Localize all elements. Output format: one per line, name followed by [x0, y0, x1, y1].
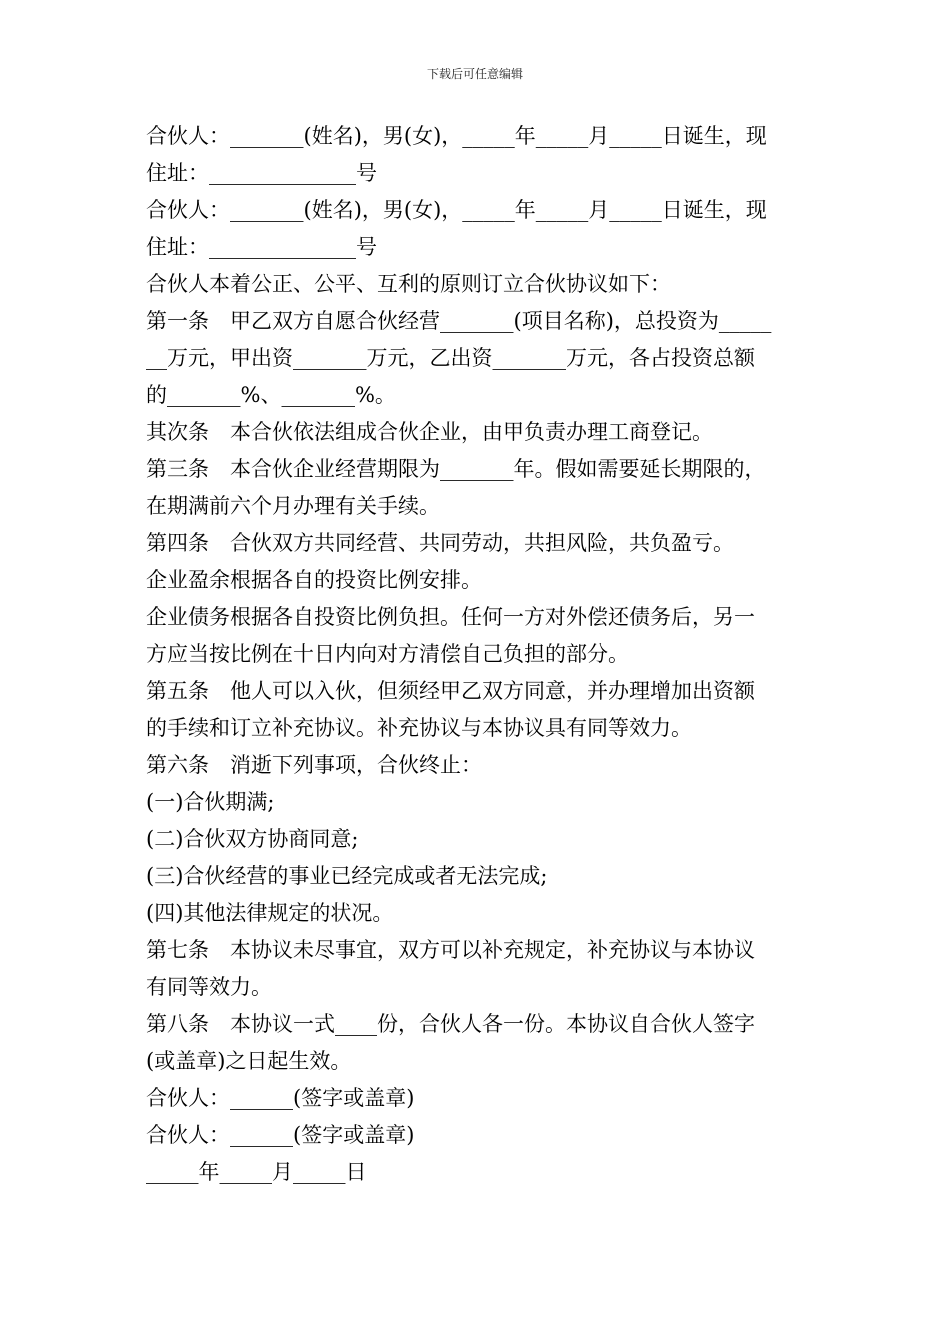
profit-distribution: 企业盈余根据各自的投资比例安排。 [146, 568, 482, 592]
signature-date: _____年_____月_____日 [146, 1160, 367, 1184]
partner-2-line: 合伙人：_______(姓名)，男(女)，_____年_____月_____日诞生，现 [146, 198, 767, 222]
partner-2-address: 住址：______________号 [146, 235, 377, 259]
article-2: 其次条 本合伙依法组成合伙企业，由甲负责办理工商登记。 [146, 420, 713, 444]
debt-line-2: 方应当按比例在十日内向对方清偿自己负担的部分。 [146, 642, 629, 666]
article-7-line-2: 有同等效力。 [146, 975, 272, 999]
article-4: 第四条 合伙双方共同经营、共同劳动，共担风险，共负盈亏。 [146, 531, 734, 555]
signature-partner-1: 合伙人：______(签字或盖章) [146, 1086, 415, 1110]
article-8-line-1: 第八条 本协议一式____份，合伙人各一份。本协议自合伙人签字 [146, 1012, 755, 1036]
article-6: 第六条 消逝下列事项，合伙终止： [146, 753, 482, 777]
termination-item-2: (二)合伙双方协商同意; [146, 827, 359, 851]
termination-item-3: (三)合伙经营的事业已经完成或者无法完成; [146, 864, 548, 888]
article-8-line-2: (或盖章)之日起生效。 [146, 1049, 352, 1073]
article-3-line-1: 第三条 本合伙企业经营期限为_______年。假如需要延长期限的， [146, 457, 766, 481]
article-3-line-2: 在期满前六个月办理有关手续。 [146, 494, 440, 518]
partner-1-address: 住址：______________号 [146, 161, 377, 185]
article-5-line-2: 的手续和订立补充协议。补充协议与本协议具有同等效力。 [146, 716, 692, 740]
page-header-note: 下载后可任意编辑 [426, 67, 523, 81]
signature-partner-2: 合伙人：______(签字或盖章) [146, 1123, 415, 1147]
agreement-body [146, 118, 816, 1191]
termination-item-1: (一)合伙期满; [146, 790, 275, 814]
article-5-line-1: 第五条 他人可以入伙，但须经甲乙双方同意，并办理增加出资额 [146, 679, 755, 703]
partner-1-line: 合伙人：_______(姓名)，男(女)，_____年_____月_____日诞生，现 [146, 124, 767, 148]
termination-item-4: (四)其他法律规定的状况。 [146, 901, 394, 925]
article-1-line-3: 的_______%、_______%。 [146, 383, 396, 407]
article-1-line-2: __万元，甲出资_______万元，乙出资_______万元，各占投资总额 [146, 346, 755, 370]
article-7-line-1: 第七条 本协议未尽事宜，双方可以补充规定，补充协议与本协议 [146, 938, 755, 962]
debt-line-1: 企业债务根据各自投资比例负担。任何一方对外偿还债务后，另一 [146, 605, 755, 629]
preamble: 合伙人本着公正、公平、互利的原则订立合伙协议如下： [146, 272, 671, 296]
article-1-line-1: 第一条 甲乙双方自愿合伙经营_______(项目名称)，总投资为_____ [146, 309, 772, 333]
